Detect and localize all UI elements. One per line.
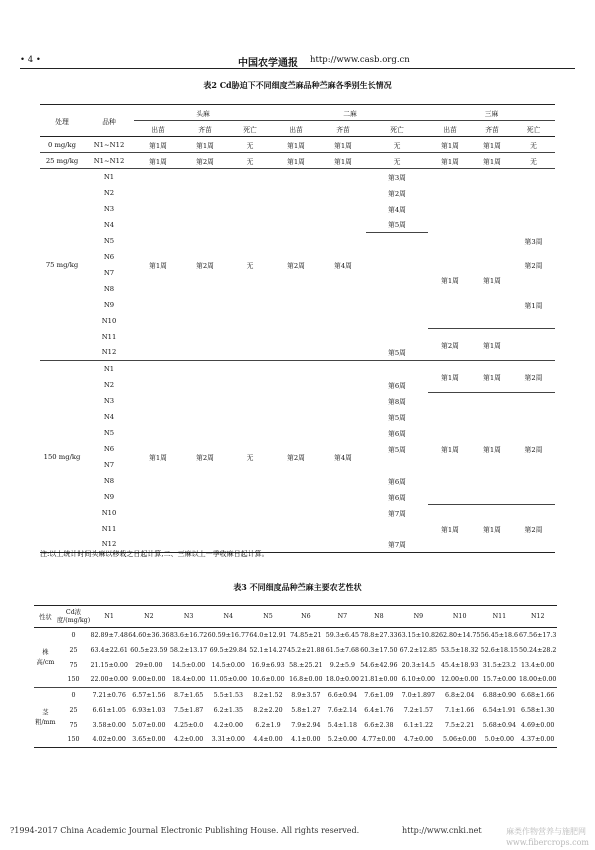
cell: 58.±25.21 [289, 661, 323, 669]
cell [472, 169, 512, 233]
footer-url[interactable]: http://www.cnki.net [402, 826, 482, 835]
cell: 6.10±0.00 [401, 676, 435, 684]
variety-label: N7 [103, 268, 115, 277]
col-cd: Cd浓度/(mg/kg) [56, 608, 91, 624]
cell: 5.06±0.00 [443, 736, 477, 744]
cell: 第1周 [428, 361, 472, 393]
cell: 第1周 [483, 141, 501, 150]
sub-death: 死亡 [526, 125, 541, 134]
stem-group [34, 688, 557, 748]
treat-label: 25 mg/kg [45, 156, 79, 165]
cell: 69.5±29.84 [209, 646, 247, 654]
variety-label: N3 [103, 204, 115, 213]
cell: 4.77±0.00 [362, 736, 396, 744]
height-group [34, 628, 557, 688]
cell: 第2周 [196, 157, 214, 166]
cell: 无 [246, 141, 254, 150]
cell: 第2周 [182, 169, 228, 361]
sub-emergence: 出苗 [151, 125, 165, 134]
cell: 第1周 [134, 169, 182, 361]
cell: 6.8±2.04 [445, 691, 475, 699]
variety-label: N5 [103, 428, 115, 437]
cell [366, 521, 428, 537]
cell: 63.4±22.61 [90, 646, 128, 654]
cell: 6.6±0.94 [327, 691, 357, 699]
sub-death: 死亡 [243, 125, 257, 134]
cell: 第2周 [428, 329, 472, 361]
cell: 54.6±42.96 [360, 661, 398, 669]
treat-label: 75 mg/kg [40, 169, 84, 361]
sub-full: 齐苗 [198, 125, 212, 134]
cell: 7.2±1.57 [403, 706, 433, 714]
journal-url[interactable]: http://www.casb.org.cn [310, 55, 410, 65]
cell: 3.65±0.00 [132, 736, 166, 744]
cell: 第1周 [149, 157, 167, 166]
cell: 无 [530, 157, 537, 166]
page-number: • 4 • [20, 55, 41, 65]
cell: 第7周 [388, 509, 406, 518]
cd-value: 75 [69, 661, 78, 669]
season-3: 三麻 [428, 105, 555, 121]
cell: 29±0.00 [135, 661, 163, 669]
cell: 5.07±0.00 [132, 721, 166, 729]
cd-value: 0 [71, 691, 76, 699]
col-n: N5 [263, 613, 273, 620]
cell: 第4周 [388, 205, 406, 214]
variety-label: N1 [103, 364, 115, 373]
cell: 4.02±0.00 [92, 736, 126, 744]
cell [366, 233, 428, 345]
cell: 53.5±18.32 [441, 646, 479, 654]
cell: 59.3±6.45 [325, 631, 360, 639]
cell: 62.80±14.75 [439, 631, 481, 639]
cell [428, 169, 472, 233]
cell: 4.7±0.00 [403, 736, 433, 744]
cell: 64.0±12.91 [249, 631, 287, 639]
cell: 7.1±1.66 [445, 706, 475, 714]
variety-label: N5 [103, 236, 115, 245]
cell: 8.7±1.65 [173, 691, 204, 699]
variety-label: N1~N12 [93, 156, 125, 165]
cell: 56.45±18.6 [480, 631, 519, 639]
cell: 60.5±23.59 [130, 646, 168, 654]
variety-label: N10 [101, 508, 117, 517]
cell: 第1周 [334, 157, 352, 166]
cell: 52.1±14.27 [249, 646, 287, 654]
variety-label: N10 [101, 316, 117, 325]
cell: 第1周 [483, 157, 501, 166]
cell [512, 281, 555, 297]
height-label: 株高/cm [34, 628, 57, 688]
cell: 14.5±0.00 [171, 661, 206, 669]
cell: 5.68±0.94 [482, 721, 517, 729]
cell: 第2周 [182, 361, 228, 553]
cell: 4.1±0.00 [291, 736, 321, 744]
cell: 第2周 [272, 361, 320, 553]
col-variety: 品种 [84, 105, 134, 137]
cell: 3.58±0.00 [92, 721, 126, 729]
cell: 83.6±16.72 [169, 631, 208, 639]
variety-label: N6 [103, 252, 115, 261]
cell: 第5周 [388, 445, 406, 454]
table-row [40, 153, 555, 169]
cell: 12.00±0.00 [441, 676, 479, 684]
cell: 无 [530, 141, 537, 150]
cell: 第1周 [428, 233, 472, 329]
col-n: N12 [530, 613, 545, 620]
cd-value: 150 [67, 736, 80, 744]
cell: 22.00±0.00 [90, 676, 128, 684]
table-row [34, 718, 557, 733]
table-row [40, 169, 555, 185]
col-n: N6 [301, 613, 311, 620]
variety-label: N9 [103, 492, 115, 501]
cell: 第1周 [441, 157, 459, 166]
cell: 6.68±1.66 [521, 691, 555, 699]
cell: 无 [393, 157, 401, 166]
cell: 第3周 [524, 237, 543, 246]
variety-label: N8 [103, 284, 115, 293]
variety-label: N1~N12 [93, 140, 125, 149]
cell: 4.2±0.00 [173, 736, 204, 744]
cell: 20.3±14.5 [401, 661, 435, 669]
cell: 5.2±0.00 [327, 736, 357, 744]
cell: 78.8±27.33 [360, 631, 398, 639]
cell: 31.5±23.2 [482, 661, 517, 669]
treat-label: 150 mg/kg [40, 361, 84, 553]
table-row [34, 673, 557, 688]
cell: 9.2±5.9 [329, 661, 355, 669]
col-treatment: 处理 [40, 105, 84, 137]
cell [366, 457, 428, 473]
cell: 第2周 [512, 361, 555, 393]
table-row [40, 361, 555, 377]
col-n: N10 [452, 613, 467, 620]
cell: 64.60±36.36 [128, 631, 170, 639]
col-n: N1 [104, 613, 114, 620]
cell: 第2周 [512, 393, 555, 505]
cell: 7.9±2.94 [291, 721, 321, 729]
table2-note: 注:以上统计时间头麻以移栽之日起计算,二、三麻以上一季收麻日起计算。 [40, 550, 269, 558]
cell: 第1周 [472, 361, 512, 393]
cell: 第6周 [388, 477, 406, 486]
variety-label: N8 [103, 476, 115, 485]
cell: 18.4±0.00 [171, 676, 206, 684]
cell: 第1周 [472, 329, 512, 361]
cd-value: 75 [69, 721, 78, 729]
table-row [34, 688, 557, 703]
cell: 第4周 [320, 169, 366, 361]
cell: 16.9±6.93 [251, 661, 285, 669]
cell: 10.6±0.00 [251, 676, 285, 684]
table3 [34, 605, 557, 748]
season-2: 二麻 [272, 105, 428, 121]
col-n: N9 [413, 613, 424, 620]
cell: 第2周 [512, 505, 555, 553]
cell: 6.61±1.05 [92, 706, 126, 714]
variety-label: N6 [103, 444, 115, 453]
cd-value: 25 [69, 706, 78, 714]
cell: 6.2±1.9 [255, 721, 281, 729]
cell: 18.00±0.00 [519, 676, 557, 684]
cell: 16.8±0.00 [289, 676, 323, 684]
cell: 67.56±17.3 [519, 631, 557, 639]
cell: 5.5±1.53 [213, 691, 243, 699]
cell: 第2周 [524, 261, 543, 270]
watermark-line2: www.fibercrops.com [506, 838, 589, 847]
variety-label: N2 [103, 188, 115, 197]
cell: 第6周 [388, 429, 406, 438]
cell: 6.93±1.03 [132, 706, 166, 714]
cell: 50.24±28.2 [519, 646, 557, 654]
cell: 第1周 [472, 233, 512, 329]
variety-label: N11 [101, 332, 117, 341]
cell: 4.2±0.00 [213, 721, 243, 729]
cell: 8.9±3.57 [291, 691, 321, 699]
running-header [20, 55, 575, 69]
cell: 第1周 [287, 141, 305, 150]
cell: 第1周 [149, 141, 167, 150]
cell: 第2周 [388, 189, 406, 198]
cell: 第1周 [134, 361, 182, 553]
table-row [34, 703, 557, 718]
stem-label: 茎粗/mm [34, 688, 57, 748]
cell: 4.25±0.0 [173, 721, 204, 729]
watermark-line1: 麻类作物营养与施肥网 [506, 827, 587, 836]
table-row [34, 658, 557, 673]
cell: 63.15±10.82 [397, 631, 440, 639]
cell: 无 [246, 157, 254, 166]
variety-label: N2 [103, 380, 115, 389]
treat-label: 0 mg/kg [47, 140, 77, 149]
cell: 第1周 [524, 301, 543, 310]
copyright-text: ?1994-2017 China Academic Journal Electronic Publishing House. All rights reserved. [10, 826, 360, 835]
table-row [34, 643, 557, 658]
cell: 21.15±0.00 [90, 661, 128, 669]
cell: 67.2±12.85 [399, 646, 437, 654]
col-n: N4 [223, 613, 234, 620]
cell: 6.6±2.38 [364, 721, 394, 729]
cell: 82.89±7.48 [90, 631, 128, 639]
cell: 第3周 [388, 173, 406, 182]
cell: 61.5±7.68 [325, 646, 360, 654]
watermark [506, 826, 589, 848]
col-n: N3 [183, 613, 194, 620]
cell: 第5周 [388, 413, 406, 422]
cell: 第4周 [320, 361, 366, 553]
cell: 第1周 [472, 393, 512, 505]
cell: 7.21±0.76 [92, 691, 126, 699]
cell: 6.57±1.56 [132, 691, 166, 699]
cell: 第2周 [272, 169, 320, 361]
cell: 第8周 [388, 397, 406, 406]
cell: 6.1±1.22 [403, 721, 433, 729]
cell: 9.00±0.00 [132, 676, 166, 684]
col-n: N11 [492, 613, 507, 620]
cell: 第6周 [388, 381, 406, 390]
table2-caption: 表2 Cd胁迫下不同细度苎麻品种苎麻各季别生长情况 [203, 80, 392, 90]
cell: 第7周 [388, 541, 406, 550]
cell: 15.7±0.00 [482, 676, 517, 684]
col-trait: 性状 [39, 614, 52, 621]
cell: 第1周 [441, 141, 459, 150]
sub-emergence: 出苗 [289, 125, 303, 134]
cell [512, 313, 555, 329]
cell: 第1周 [287, 157, 305, 166]
season-1: 头麻 [134, 105, 272, 121]
cell: 第6周 [388, 493, 406, 502]
cell: 第1周 [428, 505, 472, 553]
cell: 7.5±2.21 [445, 721, 475, 729]
cd-value: 150 [67, 676, 80, 684]
variety-label: N11 [101, 524, 117, 533]
cell: 第1周 [472, 505, 512, 553]
sub-emergence: 出苗 [443, 125, 457, 134]
cell [512, 169, 555, 233]
cell: 14.5±0.00 [211, 661, 245, 669]
cell: 45.4±18.93 [441, 661, 479, 669]
variety-label: N12 [101, 348, 117, 357]
cell [512, 329, 555, 361]
cell: 60.3±17.50 [360, 646, 398, 654]
sub-full: 齐苗 [336, 125, 350, 134]
cell: 52.6±18.15 [480, 646, 519, 654]
col-n: N2 [144, 613, 154, 620]
cell: 8.2±1.52 [253, 691, 283, 699]
cell: 3.31±0.00 [211, 736, 245, 744]
table-row [40, 137, 555, 153]
col-n: N7 [337, 613, 348, 620]
cell: 无 [228, 361, 272, 553]
journal-name: 中国农学通报 [238, 58, 298, 69]
footer [10, 826, 482, 835]
variety-label: N4 [103, 220, 115, 229]
cell: 7.0±1.897 [401, 691, 435, 699]
cell: 4.37±0.00 [521, 736, 555, 744]
col-n: N8 [374, 613, 384, 620]
cell: 45.2±21.88 [287, 646, 325, 654]
cell: 5.4±1.18 [327, 721, 357, 729]
sub-full: 齐苗 [485, 125, 499, 134]
cell: 第1周 [428, 393, 472, 505]
table3-caption: 表3 不同细度品种苎麻主要农艺性状 [233, 582, 362, 592]
cell: 5.8±1.27 [291, 706, 321, 714]
cell: 5.0±0.00 [484, 736, 515, 744]
cell: 第1周 [196, 141, 214, 150]
cell: 6.4±1.76 [364, 706, 394, 714]
cell: 60.59±16.77 [207, 631, 249, 639]
cell: 无 [393, 141, 401, 150]
cell: 第5周 [366, 217, 428, 233]
cell: 11.05±0.00 [209, 676, 247, 684]
cell: 6.54±1.91 [482, 706, 517, 714]
cell: 18.0±0.00 [325, 676, 360, 684]
variety-label: N7 [103, 460, 115, 469]
cell: 58.2±13.17 [169, 646, 208, 654]
table2 [40, 104, 555, 553]
cell: 6.58±1.30 [521, 706, 555, 714]
cell: 21.81±0.00 [360, 676, 398, 684]
cell: 第5周 [366, 345, 428, 361]
cell: 7.6±1.09 [364, 691, 394, 699]
sub-death: 死亡 [390, 125, 404, 134]
cell: 第1周 [334, 141, 352, 150]
variety-label: N12 [101, 540, 117, 549]
cell: 7.5±1.87 [173, 706, 204, 714]
variety-label: N3 [103, 396, 115, 405]
cell [366, 361, 428, 377]
cell: 4.69±0.00 [521, 721, 555, 729]
cell: 无 [228, 169, 272, 361]
cell: 4.4±0.00 [253, 736, 283, 744]
table-row [34, 733, 557, 748]
variety-label: N1 [103, 172, 115, 181]
cell: 7.6±2.14 [327, 706, 357, 714]
header-rule [20, 68, 575, 69]
cell: 8.2±2.20 [253, 706, 283, 714]
cd-value: 25 [69, 646, 78, 654]
cell: 6.2±1.35 [213, 706, 243, 714]
variety-label: N4 [103, 412, 115, 421]
cell: 13.4±0.00 [521, 661, 555, 669]
cd-value: 0 [71, 631, 76, 639]
cell: 6.88±0.90 [482, 691, 517, 699]
cell: 74.85±21 [290, 631, 322, 639]
table-row [34, 628, 557, 643]
variety-label: N9 [103, 300, 115, 309]
